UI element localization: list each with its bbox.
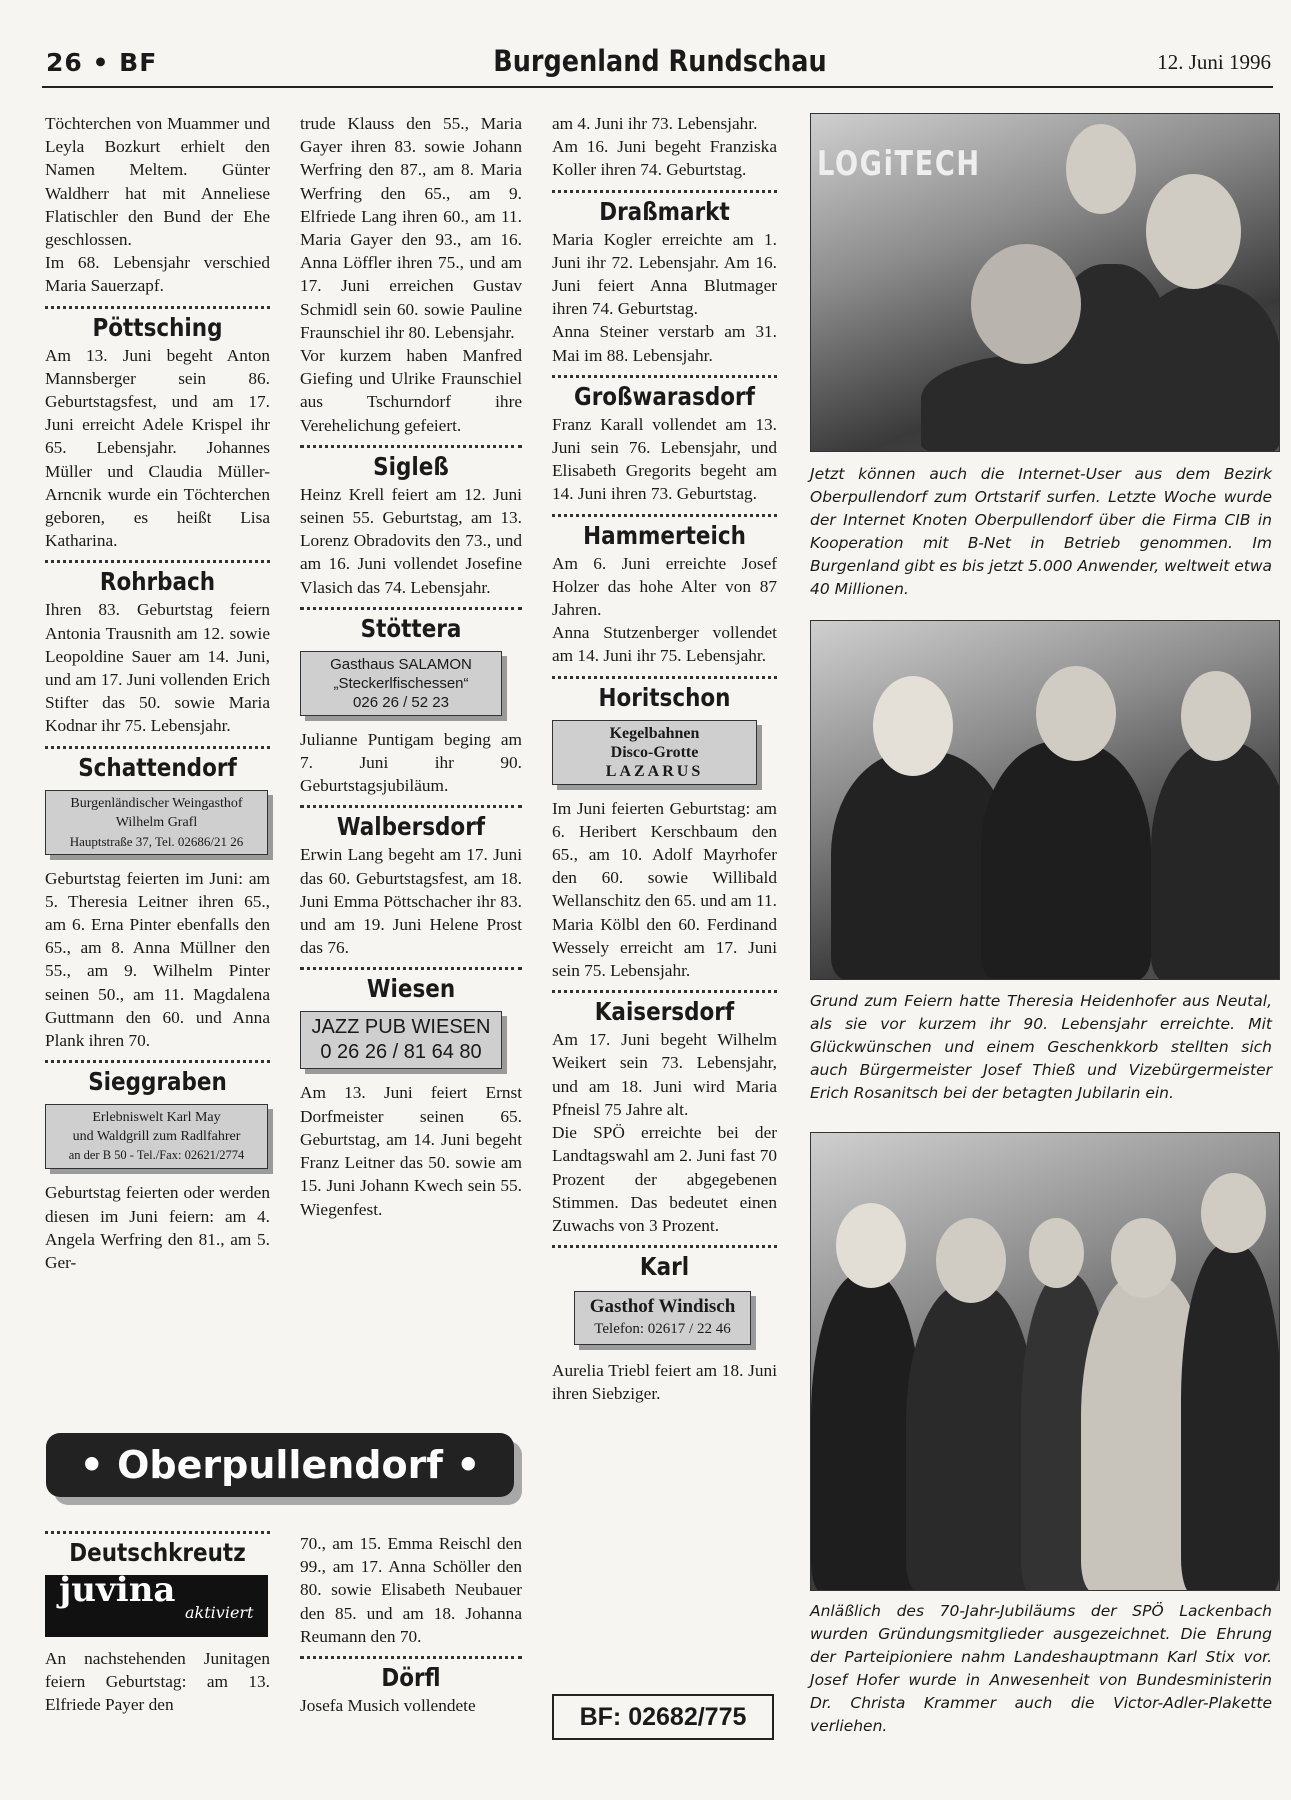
article-text: Geburtstag feierten im Juni: am 5. Theresia Leitner ihren 65., am 6. Erna Pinter ebenfalls den 65., am 8. Anna Müllner den 55., am 9. Wilhelm Pinter seinen 50., am 11. Magdalena Guttmann den 60. und Anna Plank ihren 70. xyxy=(45,868,270,1051)
section-heading: Stöttera xyxy=(360,613,462,643)
ad-line: LAZARUS xyxy=(605,762,704,780)
ad-line: Kegelbahnen xyxy=(609,724,700,742)
section-heading: Karl xyxy=(639,1252,690,1282)
ad-line: Gasthof Windisch xyxy=(589,1296,736,1318)
article-text: Maria Kogler erreichte am 1. Juni ihr 72. Lebensjahr. Am 16. Juni feiert Anna Blutmager ihren 74. Geburtstag. xyxy=(552,229,777,319)
ad-line: JAZZ PUB WIESEN xyxy=(311,1016,491,1039)
article-text: Die SPÖ erreichte bei der Landtagswahl am 2. Juni fast 70 Prozent der abgegebenen Stimmen. Das bedeutet einen Zuwachs von 3 Prozent. xyxy=(552,1123,777,1235)
article-text: Anna Stutzenberger vollendet am 14. Juni ihr 75. Lebensjahr. xyxy=(552,623,777,666)
person-face xyxy=(873,676,953,776)
column-3 xyxy=(552,112,777,1406)
person-face xyxy=(836,1203,906,1288)
photo-caption: Grund zum Feiern hatte Theresia Heidenhofer aus Neutal, als sie vor kurzem ihr 90. Lebensjahr erreichte. Mit Glückwünschen und einem Geschenkkorb stellten sich auch Bürgermeister Josef Thieß und Vizebürgermeister Erich Rosanitsch bei der betagten Jubilarin ein. xyxy=(810,992,1272,1102)
dotted-divider xyxy=(45,1531,270,1534)
dotted-divider xyxy=(552,375,777,378)
ad-line: und Waldgrill zum Radlfahrer xyxy=(72,1129,241,1145)
dotted-divider xyxy=(552,1245,777,1248)
ad-line: 026 26 / 52 23 xyxy=(353,693,449,711)
article-text: Aurelia Triebl feiert am 18. Juni ihren Siebziger. xyxy=(552,1361,777,1404)
bf-phone-box: BF: 02682/775 xyxy=(552,1694,774,1740)
person-face xyxy=(1201,1173,1266,1253)
lower-column-2 xyxy=(300,1532,522,1717)
person-figure xyxy=(811,1273,921,1591)
advertisement xyxy=(574,1291,751,1345)
article-text: Erwin Lang begeht am 17. Juni das 60. Geburtstagsfest, am 18. Juni Emma Pöttschacher ihr 83. und am 19. Juni Helene Prost das 76. xyxy=(300,845,522,958)
ad-line: Erlebniswelt Karl May xyxy=(92,1110,221,1126)
page-header xyxy=(0,0,1291,90)
article-text: Am 13. Juni begeht Anton Mannsberger sein 86. Geburtstagsfest, und am 17. Juni erreicht Adele Krispel ihr 65. Lebensjahr. Johannes Müller und Claudia Müller-Arncnik wurde ein Töchterchen geboren, es heißt Lisa Katharina. xyxy=(45,345,270,551)
dotted-divider xyxy=(300,1656,522,1659)
article-text: Am 17. Juni begeht Wilhelm Weikert sein 73. Lebensjahr, und am 18. Juni wird Maria Pfneisl 75 Jahre alt. xyxy=(552,1030,777,1119)
photo-caption: Jetzt können auch die Internet-User aus dem Bezirk Oberpullendorf zum Ortstarif surfen. Letzte Woche wurde der Internet Knoten Oberpullendorf über die Firma CIB in Kooperation mit B-Net in Betrieb genommen. Im Burgenland gibt es bis jetzt 5.000 Anwender, weltweit etwa 40 Millionen. xyxy=(810,465,1273,598)
dotted-divider xyxy=(300,805,522,808)
dotted-divider xyxy=(552,676,777,679)
section-heading: Schattendorf xyxy=(78,752,237,782)
article-text: Töchterchen von Muammer und Leyla Bozkurt erhielt den Namen Meltem. Günter Waldherr hat mit Anneliese Flatischler den Bund der Ehe geschlossen. xyxy=(45,114,270,250)
section-heading: Sigleß xyxy=(373,451,449,481)
article-text: Franz Karall vollendet am 13. Juni sein 76. Lebensjahr, und Elisabeth Gregorits begeht am 14. Juni ihren 73. Geburtstag. xyxy=(552,414,777,504)
article-text: Am 6. Juni erreichte Josef Holzer das hohe Alter von 87 Jahren. xyxy=(552,553,777,620)
article-text: Anna Steiner verstarb am 31. Mai im 88. Lebensjahr. xyxy=(552,322,777,365)
section-heading: Großwarasdorf xyxy=(574,381,755,411)
section-heading: Draßmarkt xyxy=(599,196,730,226)
page-number: 26 • BF xyxy=(46,48,158,77)
article-text: Geburtstag feierten oder werden diesen im Juni feiern: am 4. Angela Werfring den 81., am 5. Ger- xyxy=(45,1183,270,1272)
ad-line: 0 26 26 / 81 64 80 xyxy=(320,1041,482,1064)
article-text: Am 16. Juni begeht Franziska Koller ihren 74. Geburtstag. xyxy=(552,137,777,180)
article-text: Josefa Musich vollendete xyxy=(300,1696,476,1716)
advertisement xyxy=(45,1104,268,1169)
dotted-divider xyxy=(45,746,270,749)
person-figure xyxy=(1151,741,1280,980)
ad-line: Disco-Grotte xyxy=(610,743,699,761)
dotted-divider xyxy=(552,990,777,993)
section-heading: Rohrbach xyxy=(99,567,216,597)
dotted-divider xyxy=(300,607,522,610)
newspaper-title: Burgenland Rundschau xyxy=(493,44,827,78)
dotted-divider xyxy=(45,560,270,563)
article-text: Am 13. Juni feiert Ernst Dorfmeister seinen 65. Geburtstag, am 14. Juni begeht Franz Leitner das 50. sowie am 15. Juni Johann Kwech sein 55. Wiegenfest. xyxy=(300,1083,522,1219)
column-1 xyxy=(45,112,270,1274)
issue-date: 12. Juni 1996 xyxy=(1157,50,1271,74)
dotted-divider xyxy=(45,1060,270,1063)
dotted-divider xyxy=(300,445,522,448)
person-figure xyxy=(906,1283,1036,1591)
section-heading: Kaisersdorf xyxy=(594,997,735,1027)
ad-line: Burgenländischer Weingasthof xyxy=(70,795,243,811)
photo-birthday-celebration xyxy=(810,620,1280,980)
person-figure xyxy=(1181,1243,1280,1591)
person-face xyxy=(1036,666,1116,761)
logo-subtext: aktiviert xyxy=(185,1603,254,1622)
article-text: Heinz Krell feiert am 12. Juni seinen 55. Geburtstag, am 13. Lorenz Obradovits den 73., und am 16. Juni vollendet Josefine Vlasich das 74. Lebensjahr. xyxy=(300,484,522,597)
advertisement xyxy=(552,720,757,785)
section-heading: Walbersdorf xyxy=(336,812,486,842)
person-face xyxy=(1029,1218,1084,1288)
article-text: 70., am 15. Emma Reischl den 99., am 17. Anna Schöller den 80. sowie Elisabeth Neubauer den 85. und am 18. Johanna Reumann den 70. xyxy=(300,1534,522,1646)
section-heading: Sieggraben xyxy=(88,1067,227,1097)
advertisement xyxy=(300,651,502,716)
photo-caption: Anläßlich des 70-Jahr-Jubiläums der SPÖ Lackenbach wurden Gründungsmitglieder ausgezeichnet. Die Ehrung der Parteipioniere nahm Landeshauptmann Karl Stix vor. Josef Hofer wurde in Anwesenheit von Bundesministerin Dr. Christa Krammer auch die Victor-Adler-Plakette verliehen. xyxy=(810,1602,1272,1735)
article-text: Im Juni feierten Geburtstag: am 6. Heribert Kerschbaum den 65., am 10. Adolf Mayrhofer den 60. sowie Willibald Wellanschitz den 65. und am 11. Maria Kölbl den 60. Ferdinand Wessely erreicht am 17. Juni sein 75. Lebensjahr. xyxy=(552,798,777,981)
person-face xyxy=(936,1218,1006,1303)
dotted-divider xyxy=(552,190,777,193)
article-text: Im 68. Lebensjahr verschied Maria Sauerzapf. xyxy=(45,253,270,296)
lower-column-1 xyxy=(45,1523,270,1717)
person-face xyxy=(1111,1218,1176,1298)
section-heading: Pöttsching xyxy=(92,312,223,342)
photo-spoe-honors xyxy=(810,1132,1280,1591)
person-face xyxy=(1181,671,1251,761)
logo-text: juvina xyxy=(59,1570,176,1610)
column-2 xyxy=(300,112,522,1221)
article-text: An nachstehenden Junitagen feiern Geburtstag: am 13. Elfriede Payer den xyxy=(45,1649,270,1715)
advertisement xyxy=(45,790,268,855)
section-heading: Wiesen xyxy=(366,974,456,1004)
ad-line: Hauptstraße 37, Tel. 02686/21 26 xyxy=(69,833,244,849)
dotted-divider xyxy=(552,514,777,517)
person-figure xyxy=(921,354,1181,452)
ad-line: Telefon: 02617 / 22 46 xyxy=(594,1321,731,1338)
advertisement xyxy=(300,1011,502,1069)
dotted-divider xyxy=(300,967,522,970)
dotted-divider xyxy=(45,306,270,309)
ad-line: Wilhelm Grafl xyxy=(115,814,198,830)
section-heading: Horitschon xyxy=(598,682,731,712)
person-face xyxy=(971,244,1081,364)
article-text: trude Klauss den 55., Maria Gayer ihren 83. sowie Johann Werfring den 87., am 8. Maria Werfring den 65., am 9. Elfriede Lang ihren 60., am 11. Maria Gayer den 93., am 16. Anna Löffler ihren 75., und am 17. Juni erreichen Gustav Schmidl sein 60. sowie Pauline Fraunschiel ihr 80. Lebensjahr. xyxy=(300,114,522,342)
region-banner: • Oberpullendorf • xyxy=(46,1433,514,1497)
person-face xyxy=(1066,124,1136,214)
section-heading: Deutschkreutz xyxy=(69,1538,246,1567)
ad-line: „Steckerlfischessen“ xyxy=(333,674,469,692)
ad-line: an der B 50 - Tel./Fax: 02621/2774 xyxy=(68,1148,245,1163)
photo-sign: LOGiTECH xyxy=(817,144,981,184)
article-text: Julianne Puntigam beging am 7. Juni ihr 90. Geburtstagsjubiläum. xyxy=(300,729,522,796)
article-text: Ihren 83. Geburtstag feiern Antonia Trausnith am 12. sowie Leopoldine Sauer am 14. Juni, und am 17. Juni vollenden Erich Stifter das 50. sowie Maria Kodnar ihr 75. Lebensjahr. xyxy=(45,600,270,736)
article-text: Vor kurzem haben Manfred Giefing und Ulrike Fraunschiel aus Tschurndorf ihre Verehelichung gefeiert. xyxy=(300,346,522,435)
ad-line: Gasthaus SALAMON xyxy=(330,655,472,673)
header-rule xyxy=(42,86,1273,88)
photo-internet-launch xyxy=(810,113,1280,452)
article-text: am 4. Juni ihr 73. Lebensjahr. xyxy=(552,114,758,133)
section-heading: Hammerteich xyxy=(583,520,746,550)
section-heading: Dörfl xyxy=(381,1663,441,1693)
person-figure xyxy=(981,741,1151,980)
juvina-logo-ad xyxy=(45,1570,268,1637)
person-face xyxy=(1146,174,1241,289)
